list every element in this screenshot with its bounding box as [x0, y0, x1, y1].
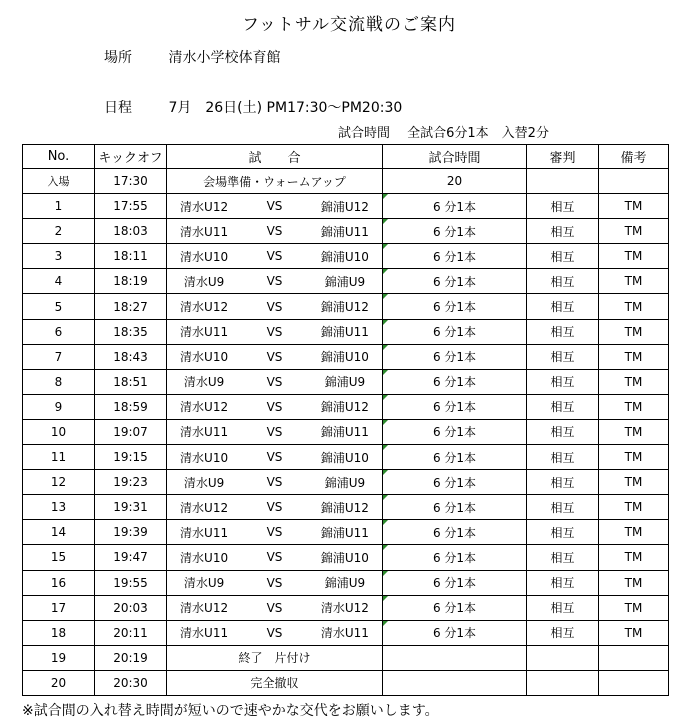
row-referee: 相互	[527, 219, 599, 244]
row-duration	[383, 294, 527, 319]
row-duration	[383, 194, 527, 219]
away-team: 清水U12	[320, 601, 369, 616]
vs-label: VS	[266, 324, 283, 339]
row-no: 15	[23, 545, 95, 570]
row-referee: 相互	[527, 520, 599, 545]
duration-text: 6 分1本	[432, 274, 477, 289]
comment-marker-icon	[383, 244, 388, 249]
row-remark: TM	[599, 445, 669, 470]
match-pair	[167, 198, 382, 215]
page-title: フットサル交流戦のご案内	[242, 15, 456, 35]
row-match	[167, 319, 383, 344]
vs-label: VS	[266, 550, 283, 565]
away-team: 錦浦U11	[320, 425, 369, 440]
row-referee: 相互	[527, 344, 599, 369]
away-team: 錦浦U9	[324, 576, 366, 591]
away-team: 錦浦U12	[320, 199, 369, 214]
away-team: 錦浦U10	[320, 350, 369, 365]
row-kickoff: 18:19	[95, 269, 167, 294]
row-remark: TM	[599, 344, 669, 369]
row-kickoff: 18:27	[95, 294, 167, 319]
entry-no: 入場	[23, 169, 95, 194]
duration-text: 6 分1本	[432, 525, 477, 540]
comment-marker-icon	[383, 571, 388, 576]
header-kickoff: キックオフ	[95, 145, 167, 169]
table-row	[23, 495, 669, 520]
row-no: 11	[23, 445, 95, 470]
row-referee: 相互	[527, 595, 599, 620]
row-no: 12	[23, 470, 95, 495]
row-no: 2	[23, 219, 95, 244]
row-match	[167, 244, 383, 269]
match-pair	[167, 499, 382, 516]
row-no: 10	[23, 419, 95, 444]
away-team: 錦浦U10	[320, 550, 369, 565]
row-referee: 相互	[527, 269, 599, 294]
table-row	[23, 545, 669, 570]
row-remark	[599, 670, 669, 695]
vs-label: VS	[266, 625, 283, 640]
row-remark: TM	[599, 219, 669, 244]
row-duration	[383, 319, 527, 344]
header-remarks: 備考	[599, 145, 669, 169]
row-match	[167, 545, 383, 570]
row-kickoff: 20:11	[95, 620, 167, 645]
row-duration	[383, 219, 527, 244]
table-row	[23, 570, 669, 595]
row-referee	[527, 645, 599, 670]
row-remark: TM	[599, 394, 669, 419]
home-team: 清水U10	[180, 350, 229, 365]
row-referee: 相互	[527, 244, 599, 269]
row-match	[167, 595, 383, 620]
duration-text: 6 分1本	[432, 500, 477, 515]
away-team: 錦浦U11	[320, 325, 369, 340]
home-team: 清水U10	[180, 249, 229, 264]
row-no: 7	[23, 344, 95, 369]
comment-marker-icon	[383, 495, 388, 500]
vs-label: VS	[266, 249, 283, 264]
comment-marker-icon	[383, 194, 388, 199]
vs-label: VS	[266, 349, 283, 364]
vs-label: VS	[266, 500, 283, 515]
away-team: 錦浦U9	[324, 375, 366, 390]
row-referee: 相互	[527, 319, 599, 344]
row-duration	[383, 645, 527, 670]
row-duration	[383, 369, 527, 394]
home-team: 清水U12	[180, 300, 229, 315]
match-pair	[167, 449, 382, 466]
away-team: 錦浦U12	[320, 300, 369, 315]
row-remark	[599, 645, 669, 670]
home-team: 清水U12	[180, 601, 229, 616]
row-remark: TM	[599, 595, 669, 620]
home-team: 清水U10	[180, 450, 229, 465]
comment-marker-icon	[383, 545, 388, 550]
row-no: 5	[23, 294, 95, 319]
row-duration	[383, 620, 527, 645]
row-remark: TM	[599, 319, 669, 344]
match-pair	[167, 373, 382, 390]
duration-text: 6 分1本	[432, 550, 477, 565]
row-no: 20	[23, 670, 95, 695]
match-pair	[167, 298, 382, 315]
table-row	[23, 269, 669, 294]
row-no: 4	[23, 269, 95, 294]
schedule-value: 7月 26日(土) PM17:30〜PM20:30	[168, 100, 403, 116]
home-team: 清水U10	[180, 550, 229, 565]
row-kickoff: 18:59	[95, 394, 167, 419]
home-team: 清水U11	[180, 325, 229, 340]
duration-text: 6 分1本	[432, 375, 477, 390]
row-kickoff: 18:51	[95, 369, 167, 394]
venue-label: 場所	[104, 50, 132, 66]
comment-marker-icon	[383, 219, 388, 224]
vs-label: VS	[266, 274, 283, 289]
row-referee: 相互	[527, 394, 599, 419]
table-row	[23, 369, 669, 394]
row-no: 9	[23, 394, 95, 419]
row-match	[167, 495, 383, 520]
table-row	[23, 419, 669, 444]
row-no: 1	[23, 194, 95, 219]
vs-label: VS	[266, 374, 283, 389]
comment-marker-icon	[383, 420, 388, 425]
home-team: 清水U11	[180, 525, 229, 540]
away-team: 錦浦U10	[320, 249, 369, 264]
duration-text: 6 分1本	[432, 626, 477, 641]
row-duration	[383, 419, 527, 444]
row-content: 終了 片付け	[167, 645, 383, 670]
table-row	[23, 470, 669, 495]
row-kickoff: 20:19	[95, 645, 167, 670]
row-no: 8	[23, 369, 95, 394]
row-referee: 相互	[527, 194, 599, 219]
entry-content: 会場準備・ウォームアップ	[167, 169, 383, 194]
row-duration	[383, 570, 527, 595]
comment-marker-icon	[383, 269, 388, 274]
comment-marker-icon	[383, 370, 388, 375]
comment-marker-icon	[383, 294, 388, 299]
match-pair	[167, 474, 382, 491]
duration-text: 6 分1本	[432, 224, 477, 239]
row-kickoff: 19:07	[95, 419, 167, 444]
row-remark: TM	[599, 620, 669, 645]
duration-text: 6 分1本	[432, 601, 477, 616]
row-remark: TM	[599, 419, 669, 444]
duration-text: 6 分1本	[432, 576, 477, 591]
row-match	[167, 570, 383, 595]
row-kickoff: 19:39	[95, 520, 167, 545]
row-kickoff: 18:11	[95, 244, 167, 269]
table-row	[23, 520, 669, 545]
away-team: 錦浦U12	[320, 400, 369, 415]
venue-value: 清水小学校体育館	[168, 50, 281, 66]
row-remark: TM	[599, 545, 669, 570]
duration-text: 6 分1本	[432, 199, 477, 214]
entry-referee	[527, 169, 599, 194]
comment-marker-icon	[383, 621, 388, 626]
comment-marker-icon	[383, 345, 388, 350]
row-no: 19	[23, 645, 95, 670]
entry-remark	[599, 169, 669, 194]
home-team: 清水U12	[180, 400, 229, 415]
entry-row	[23, 169, 669, 194]
row-kickoff: 19:31	[95, 495, 167, 520]
row-kickoff: 18:35	[95, 319, 167, 344]
duration-text: 6 分1本	[432, 450, 477, 465]
row-referee: 相互	[527, 419, 599, 444]
row-kickoff: 18:03	[95, 219, 167, 244]
match-pair	[167, 524, 382, 541]
row-no: 18	[23, 620, 95, 645]
row-duration	[383, 445, 527, 470]
row-kickoff: 19:23	[95, 470, 167, 495]
row-match	[167, 344, 383, 369]
row-no: 6	[23, 319, 95, 344]
row-referee: 相互	[527, 620, 599, 645]
row-no: 17	[23, 595, 95, 620]
row-duration	[383, 394, 527, 419]
away-team: 清水U11	[320, 626, 369, 641]
vs-label: VS	[266, 475, 283, 490]
row-duration	[383, 244, 527, 269]
match-pair	[167, 273, 382, 290]
row-referee: 相互	[527, 445, 599, 470]
row-referee	[527, 670, 599, 695]
row-remark: TM	[599, 244, 669, 269]
row-remark: TM	[599, 495, 669, 520]
row-remark: TM	[599, 294, 669, 319]
row-kickoff: 18:43	[95, 344, 167, 369]
header-match-time: 試合時間	[383, 145, 527, 169]
home-team: 清水U9	[183, 475, 225, 490]
row-no: 14	[23, 520, 95, 545]
vs-label: VS	[266, 399, 283, 414]
duration-text: 6 分1本	[432, 325, 477, 340]
row-referee: 相互	[527, 570, 599, 595]
row-match	[167, 269, 383, 294]
home-team: 清水U9	[183, 375, 225, 390]
vs-label: VS	[266, 424, 283, 439]
vs-label: VS	[266, 600, 283, 615]
match-pair	[167, 223, 382, 240]
row-duration	[383, 595, 527, 620]
entry-duration: 20	[383, 169, 527, 194]
match-pair	[167, 423, 382, 440]
schedule-line	[104, 97, 402, 117]
row-remark: TM	[599, 470, 669, 495]
row-kickoff: 19:55	[95, 570, 167, 595]
vs-label: VS	[266, 525, 283, 540]
match-pair	[167, 348, 382, 365]
comment-marker-icon	[383, 520, 388, 525]
match-pair	[167, 549, 382, 566]
row-duration	[383, 495, 527, 520]
vs-label: VS	[266, 299, 283, 314]
row-match	[167, 294, 383, 319]
row-kickoff: 20:30	[95, 670, 167, 695]
comment-marker-icon	[383, 395, 388, 400]
row-match	[167, 369, 383, 394]
row-referee: 相互	[527, 470, 599, 495]
table-row	[23, 670, 669, 695]
home-team: 清水U11	[180, 626, 229, 641]
match-pair	[167, 248, 382, 265]
comment-marker-icon	[383, 596, 388, 601]
duration-text: 6 分1本	[432, 350, 477, 365]
table-row	[23, 319, 669, 344]
venue-line	[104, 47, 280, 67]
row-referee: 相互	[527, 294, 599, 319]
match-pair	[167, 398, 382, 415]
away-team: 錦浦U11	[320, 525, 369, 540]
row-remark: TM	[599, 194, 669, 219]
row-duration	[383, 269, 527, 294]
home-team: 清水U9	[183, 576, 225, 591]
header-match: 試 合	[167, 145, 383, 169]
table-row	[23, 445, 669, 470]
home-team: 清水U12	[180, 199, 229, 214]
away-team: 錦浦U10	[320, 450, 369, 465]
entry-time: 17:30	[95, 169, 167, 194]
row-match	[167, 394, 383, 419]
row-match	[167, 219, 383, 244]
table-row	[23, 344, 669, 369]
row-kickoff: 17:55	[95, 194, 167, 219]
away-team: 錦浦U9	[324, 274, 366, 289]
vs-label: VS	[266, 575, 283, 590]
row-duration	[383, 520, 527, 545]
home-team: 清水U11	[180, 224, 229, 239]
comment-marker-icon	[383, 470, 388, 475]
row-match	[167, 194, 383, 219]
row-remark: TM	[599, 269, 669, 294]
row-no: 16	[23, 570, 95, 595]
schedule-label: 日程	[104, 100, 132, 116]
home-team: 清水U9	[183, 274, 225, 289]
vs-label: VS	[266, 199, 283, 214]
row-duration	[383, 670, 527, 695]
row-referee: 相互	[527, 545, 599, 570]
table-row	[23, 219, 669, 244]
row-match	[167, 520, 383, 545]
row-kickoff: 20:03	[95, 595, 167, 620]
schedule-table	[22, 144, 669, 696]
row-no: 3	[23, 244, 95, 269]
comment-marker-icon	[383, 320, 388, 325]
row-match	[167, 445, 383, 470]
row-remark: TM	[599, 369, 669, 394]
row-duration	[383, 545, 527, 570]
away-team: 錦浦U9	[324, 475, 366, 490]
home-team: 清水U12	[180, 500, 229, 515]
duration-text: 6 分1本	[432, 249, 477, 264]
away-team: 錦浦U11	[320, 224, 369, 239]
table-row	[23, 394, 669, 419]
row-referee: 相互	[527, 369, 599, 394]
row-content: 完全撤収	[167, 670, 383, 695]
away-team: 錦浦U12	[320, 500, 369, 515]
row-duration	[383, 470, 527, 495]
table-row	[23, 595, 669, 620]
row-referee: 相互	[527, 495, 599, 520]
vs-label: VS	[266, 450, 283, 465]
home-team: 清水U11	[180, 425, 229, 440]
table-row	[23, 645, 669, 670]
duration-text: 6 分1本	[432, 300, 477, 315]
table-row	[23, 294, 669, 319]
table-row	[23, 194, 669, 219]
match-time-note: 試合時間 全試合6分1本 入替2分	[338, 126, 549, 141]
comment-marker-icon	[383, 445, 388, 450]
table-row	[23, 620, 669, 645]
footnote: ※試合間の入れ替え時間が短いので速やかな交代をお願いします。	[22, 703, 439, 719]
match-pair	[167, 574, 382, 591]
row-remark: TM	[599, 520, 669, 545]
row-kickoff: 19:47	[95, 545, 167, 570]
header-no: No.	[23, 145, 95, 169]
row-duration	[383, 344, 527, 369]
match-pair	[167, 599, 382, 616]
header-referee: 審判	[527, 145, 599, 169]
table-header-row	[23, 145, 669, 169]
row-match	[167, 620, 383, 645]
duration-text: 6 分1本	[432, 425, 477, 440]
duration-text: 6 分1本	[432, 475, 477, 490]
row-no: 13	[23, 495, 95, 520]
match-pair	[167, 323, 382, 340]
match-pair	[167, 624, 382, 641]
duration-text: 6 分1本	[432, 400, 477, 415]
row-match	[167, 419, 383, 444]
table-row	[23, 244, 669, 269]
row-match	[167, 470, 383, 495]
row-remark: TM	[599, 570, 669, 595]
vs-label: VS	[266, 224, 283, 239]
row-kickoff: 19:15	[95, 445, 167, 470]
